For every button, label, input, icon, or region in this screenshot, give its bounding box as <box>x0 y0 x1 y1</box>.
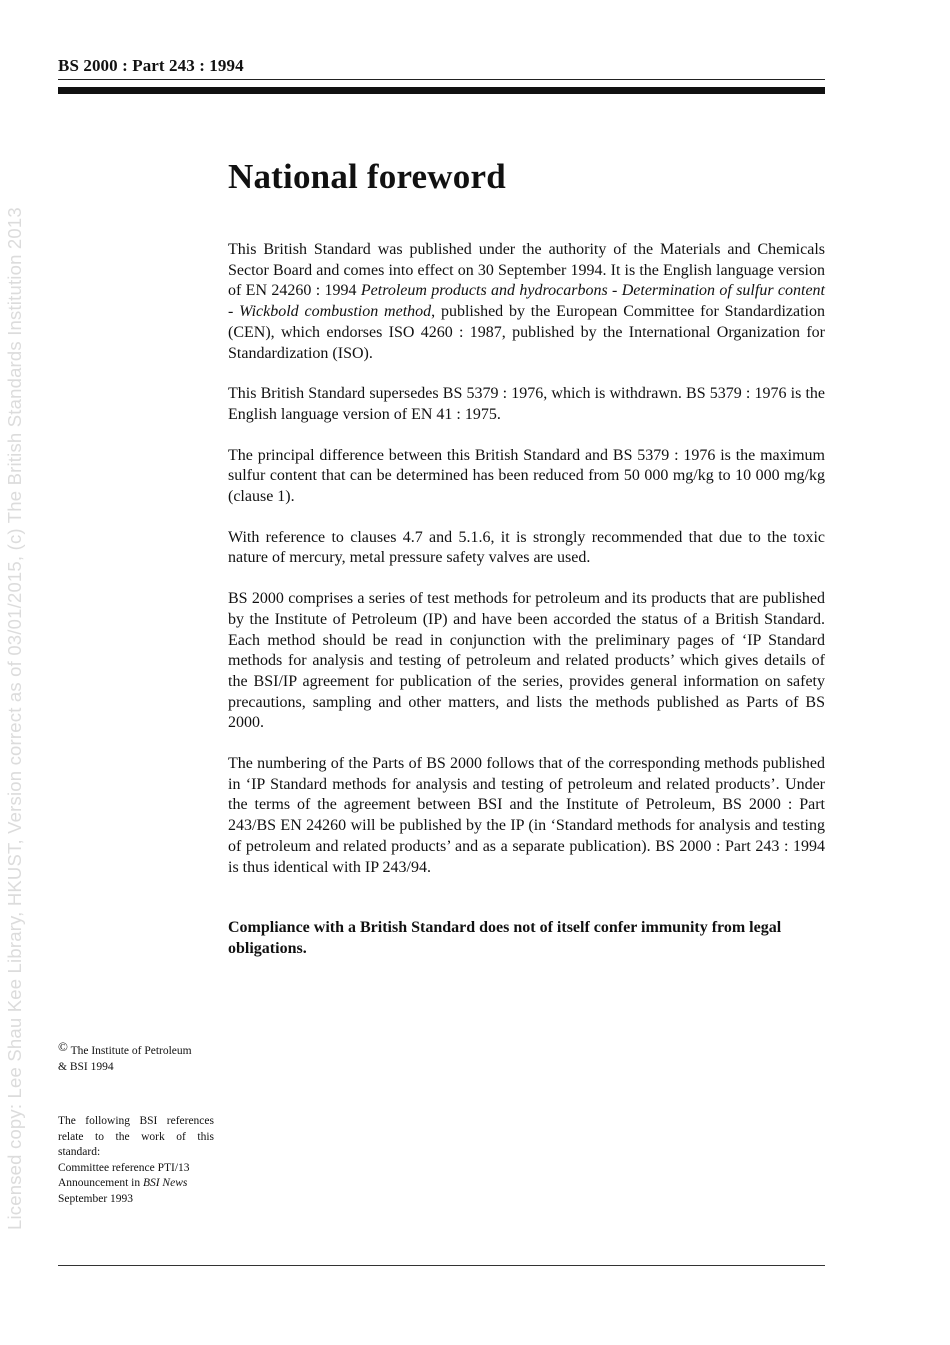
copyright-icon: © <box>58 1039 68 1054</box>
document-header-title: BS 2000 : Part 243 : 1994 <box>58 56 244 75</box>
paragraph-publication <box>228 240 825 364</box>
announcement-publication: BSI News <box>142 1177 188 1189</box>
paragraph-supersedes: This British Standard supersedes BS 5379 : 1976, which is withdrawn. BS 5379 : 1976 is the English language version of EN 41 : 1975. <box>228 385 825 423</box>
copyright-line-2: & BSI 1994 <box>58 1060 114 1073</box>
paragraph-principal-difference: The principal difference between this British Standard and BS 5379 : 1976 is the maximum sulfur content that can be determined has been reduced from 50 000 mg/kg to 10 000 mg/kg (clause 1). <box>228 446 825 506</box>
copyright-notice <box>58 1039 218 1075</box>
page-title: National foreword <box>228 157 506 196</box>
standard-title-italic: Petroleum products and hydrocarbons - Determination of sulfur content - Wickbold combustion method <box>228 282 825 321</box>
foreword-body <box>228 240 825 898</box>
paragraph-publication-outro: , published by the European Committee for Standardization (CEN), which endorses ISO 4260 : 1987, published by the International Organization for Standardization (ISO). <box>228 303 825 362</box>
license-watermark: Licensed copy: Lee Shau Kee Library, HKUST, Version correct as of 03/01/2015, (c) The British Standards Institution 2013 <box>4 207 25 1230</box>
committee-reference: Committee reference PTI/13 <box>58 1161 190 1174</box>
copyright-holder: The Institute of Petroleum <box>70 1045 192 1057</box>
paragraph-publication-intro: This British Standard was published under the authority of the Materials and Chemicals Sector Board and comes into effect on 30 September 1994. It is the English language version of EN 24260 : 1994 <box>228 241 825 300</box>
announcement-prefix: Announcement in <box>58 1177 143 1189</box>
references-intro: The following BSI references relate to the work of this standard: <box>58 1115 214 1158</box>
announcement-date: September 1993 <box>58 1192 134 1205</box>
paragraph-numbering: The numbering of the Parts of BS 2000 follows that of the corresponding methods published in ‘IP Standard methods for analysis and testing of petroleum and related products’. Under the terms of the agreement between BSI and the Institute of Petroleum, BS 2000 : Part 243/BS EN 24260 will be published by the IP (in ‘Standard methods for analysis and testing of petroleum and related products’ and as a separate publication). BS 2000 : Part 243 : 1994 is thus identical with IP 243/94. <box>228 755 825 876</box>
header-thin-rule <box>58 79 825 80</box>
paragraph-series-description: BS 2000 comprises a series of test methods for petroleum and its products that are published by the Institute of Petroleum (IP) and have been accorded the status of a British Standard. Each method should be read in conjunction with the preliminary pages of ‘IP Standard methods for analysis and testing of petroleum and related products’ which gives details of the BSI/IP agreement for publication of the series, provides general information on safety precautions, sampling and other matters, and lists the methods published as Parts of BS 2000. <box>228 590 825 732</box>
compliance-notice: Compliance with a British Standard does not of itself confer immunity from legal obligations. <box>228 919 782 957</box>
announcement-line <box>58 1176 214 1192</box>
header-thick-rule <box>58 87 825 94</box>
bsi-references <box>58 1114 214 1207</box>
paragraph-safety-valves: With reference to clauses 4.7 and 5.1.6, it is strongly recommended that due to the toxic nature of mercury, metal pressure safety valves are used. <box>228 528 825 567</box>
copyright-line-1 <box>58 1039 218 1060</box>
footer-rule <box>58 1265 825 1266</box>
